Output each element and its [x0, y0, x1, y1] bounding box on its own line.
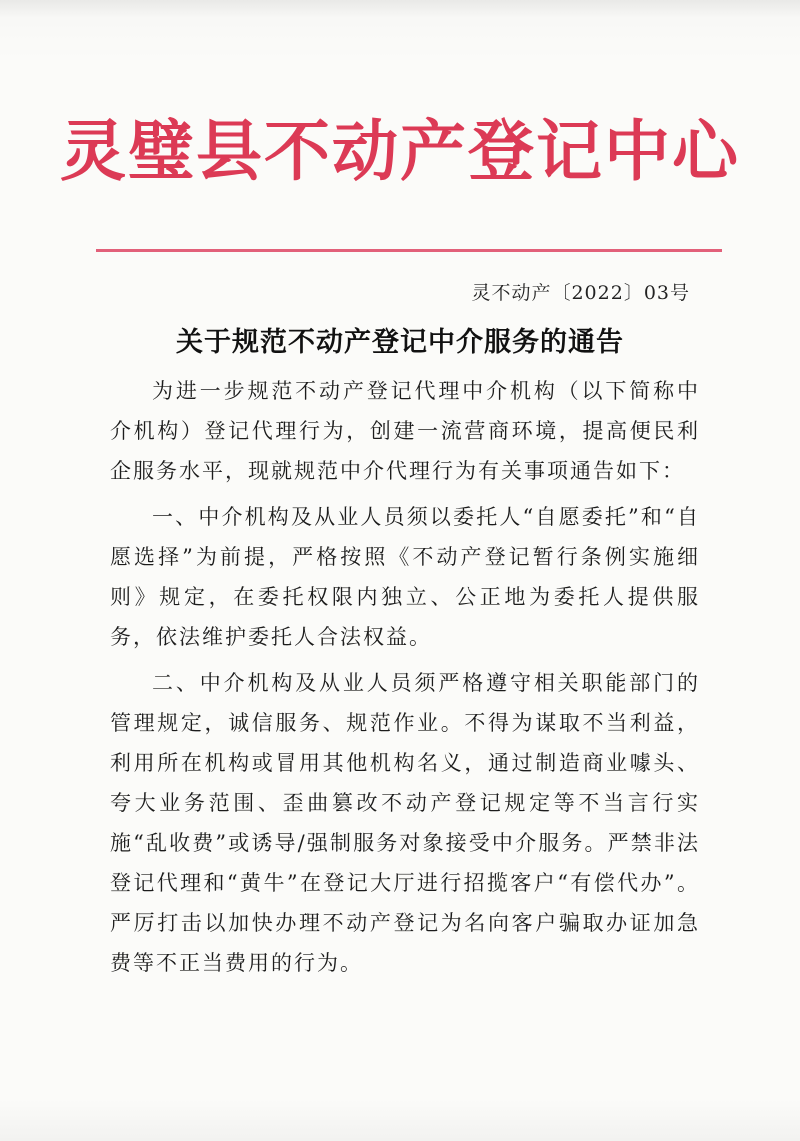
paragraph-item-1: 一、中介机构及从业人员须以委托人“自愿委托”和“自愿选择”为前提，严格按照《不动产登记暂行条例实施细则》规定，在委托权限内独立、公正地为委托人提供服务，依法维护委托人合法权益。	[110, 505, 700, 649]
letterhead-title: 灵璧县不动产登记中心	[60, 113, 740, 190]
letterhead-red-rule	[96, 249, 722, 252]
paragraph-intro: 为进一步规范不动产登记代理中介机构（以下简称中介机构）登记代理行为，创建一流营商环境，提高便民利企服务水平，现就规范中介代理行为有关事项通告如下：	[110, 379, 700, 483]
notice-title: 关于规范不动产登记中介服务的通告	[176, 327, 624, 358]
paragraph-item-2: 二、中介机构及从业人员须严格遵守相关职能部门的管理规定，诚信服务、规范作业。不得为谋取不当利益，利用所在机构或冒用其他机构名义，通过制造商业噱头、夸大业务范围、歪曲篡改不动产登记规定等不当言行实施“乱收费”或诱导/强制服务对象接受中介服务。严禁非法登记代理和“黄牛”在登记大厅进行招揽客户“有偿代办”。严厉打击以加快办理不动产登记为名向客户骗取办证加急费等不正当费用的行为。	[110, 671, 700, 975]
notice-body	[110, 371, 700, 989]
document-number: 灵不动产〔2022〕03号	[471, 282, 690, 304]
